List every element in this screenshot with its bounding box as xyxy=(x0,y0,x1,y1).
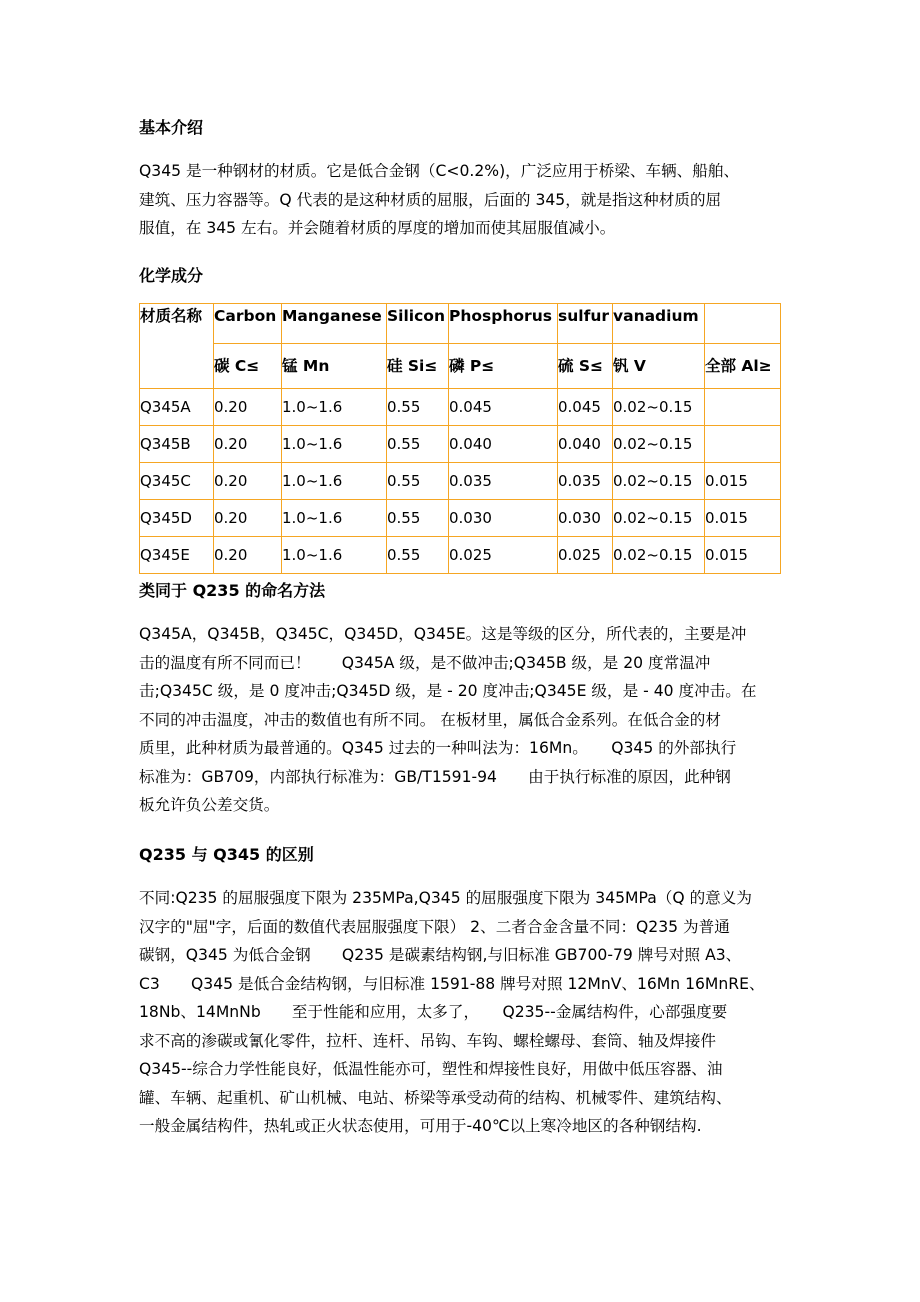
diff-line: 罐、车辆、起重机、矿山机械、电站、桥梁等承受动荷的结构、机械零件、建筑结构、 xyxy=(139,1088,732,1107)
header-phosphorus-zh: 磷 P≤ xyxy=(449,344,558,389)
table-cell: 0.045 xyxy=(449,389,558,426)
diff-line: 求不高的渗碳或氰化零件，拉杆、连杆、吊钩、车钩、螺栓螺母、套筒、轴及焊接件 xyxy=(139,1031,716,1050)
diff-line: Q345--综合力学性能良好，低温性能亦可，塑性和焊接性良好，用做中低压容器、油 xyxy=(139,1060,723,1078)
table-cell: 0.035 xyxy=(449,463,558,500)
header-silicon: Silicon xyxy=(387,304,449,344)
diff-line: 一般金属结构件，热轧或正火状态使用，可用于-40℃以上寒冷地区的各种钢结构. xyxy=(139,1117,702,1135)
table-cell: 1.0~1.6 xyxy=(282,537,387,574)
diff-paragraph xyxy=(139,884,765,1141)
naming-paragraph xyxy=(139,620,756,820)
table-row xyxy=(140,537,781,574)
naming-line: 击的温度有所不同而已！ Q345A 级，是不做冲击;Q345B 级，是 20 度常温冲 xyxy=(139,653,711,672)
chemical-composition-table xyxy=(139,303,781,574)
naming-line: 板允许负公差交货。 xyxy=(139,796,280,814)
diff-line: 汉字的"屈"字，后面的数值代表屈服强度下限） 2、二者合金含量不同：Q235 为普通 xyxy=(139,917,730,936)
table-row xyxy=(140,426,781,463)
table-cell: 0.025 xyxy=(449,537,558,574)
table-header-row-en xyxy=(140,304,781,344)
table-cell: 0.030 xyxy=(449,500,558,537)
table-cell: 0.20 xyxy=(214,500,282,537)
table-cell: 1.0~1.6 xyxy=(282,389,387,426)
table-cell xyxy=(705,426,781,463)
table-cell: 0.20 xyxy=(214,463,282,500)
table-cell: 1.0~1.6 xyxy=(282,426,387,463)
diff-heading: Q235 与 Q345 的区别 xyxy=(139,845,314,864)
table-cell: Q345D xyxy=(140,500,214,537)
header-aluminum-zh: 全部 Al≥ xyxy=(705,344,781,389)
table-cell: Q345E xyxy=(140,537,214,574)
table-cell: 0.02~0.15 xyxy=(613,500,705,537)
table-cell: 0.045 xyxy=(558,389,613,426)
header-silicon-zh: 硅 Si≤ xyxy=(387,344,449,389)
header-carbon-zh: 碳 C≤ xyxy=(214,344,282,389)
table-cell: 0.55 xyxy=(387,426,449,463)
naming-line: 质里，此种材质为最普通的。Q345 过去的一种叫法为：16Mn。 Q345 的外部执行 xyxy=(139,739,737,757)
header-carbon: Carbon xyxy=(214,304,282,344)
table-cell: 0.030 xyxy=(558,500,613,537)
header-material-name: 材质名称 xyxy=(140,304,214,389)
table-cell: 0.040 xyxy=(558,426,613,463)
header-vanadium: vanadium xyxy=(613,304,705,344)
intro-line: 建筑、压力容器等。Q 代表的是这种材质的屈服，后面的 345，就是指这种材质的屈 xyxy=(139,190,722,209)
diff-line: C3 Q345 是低合金结构钢，与旧标准 1591-88 牌号对照 12MnV、16Mn 16MnRE、 xyxy=(139,974,765,993)
naming-line: 不同的冲击温度，冲击的数值也有所不同。 在板材里，属低合金系列。在低合金的材 xyxy=(139,710,721,729)
table-cell: 0.55 xyxy=(387,537,449,574)
table-cell: 0.55 xyxy=(387,463,449,500)
table-cell: 0.02~0.15 xyxy=(613,537,705,574)
header-sulfur-zh: 硫 S≤ xyxy=(558,344,613,389)
table-cell: 0.015 xyxy=(705,537,781,574)
header-sulfur: sulfur xyxy=(558,304,613,344)
chem-heading: 化学成分 xyxy=(139,266,204,285)
diff-line: 不同:Q235 的屈服强度下限为 235MPa,Q345 的屈服强度下限为 345MPa（Q 的意义为 xyxy=(139,889,752,907)
table-cell: 0.20 xyxy=(214,389,282,426)
intro-paragraph xyxy=(139,157,739,243)
diff-line: 18Nb、14MnNb 至于性能和应用，太多了， Q235--金属结构件，心部强度要 xyxy=(139,1003,728,1021)
table-cell: 0.035 xyxy=(558,463,613,500)
table-header-row-zh xyxy=(140,344,781,389)
header-empty xyxy=(705,304,781,344)
table-cell: Q345B xyxy=(140,426,214,463)
table-row xyxy=(140,389,781,426)
header-phosphorus: Phosphorus xyxy=(449,304,558,344)
table-cell: 0.02~0.15 xyxy=(613,463,705,500)
table-row xyxy=(140,500,781,537)
table-cell: 1.0~1.6 xyxy=(282,463,387,500)
table-cell: 0.02~0.15 xyxy=(613,389,705,426)
naming-line: 击;Q345C 级，是 0 度冲击;Q345D 级，是 - 20 度冲击;Q345E 级，是 - 40 度冲击。在 xyxy=(139,682,757,700)
header-manganese: Manganese xyxy=(282,304,387,344)
table-cell: 1.0~1.6 xyxy=(282,500,387,537)
table-cell: 0.015 xyxy=(705,500,781,537)
table-cell: 0.55 xyxy=(387,389,449,426)
intro-heading: 基本介绍 xyxy=(139,118,204,137)
table-cell: Q345C xyxy=(140,463,214,500)
table-cell: 0.015 xyxy=(705,463,781,500)
table-cell xyxy=(705,389,781,426)
table-cell: 0.02~0.15 xyxy=(613,426,705,463)
naming-heading: 类同于 Q235 的命名方法 xyxy=(139,581,326,600)
table-cell: 0.55 xyxy=(387,500,449,537)
table-cell: 0.040 xyxy=(449,426,558,463)
table-cell: 0.025 xyxy=(558,537,613,574)
naming-line: 标准为：GB709，内部执行标准为：GB/T1591-94 由于执行标准的原因，此种钢 xyxy=(139,767,731,786)
intro-line: 服值，在 345 左右。并会随着材质的厚度的增加而使其屈服值减小。 xyxy=(139,219,616,237)
header-vanadium-zh: 钒 V xyxy=(613,344,705,389)
table-cell: 0.20 xyxy=(214,426,282,463)
table-row xyxy=(140,463,781,500)
header-manganese-zh: 锰 Mn xyxy=(282,344,387,389)
intro-line: Q345 是一种钢材的材质。它是低合金钢（C<0.2%)，广泛应用于桥梁、车辆、船舶、 xyxy=(139,162,740,180)
table-cell: Q345A xyxy=(140,389,214,426)
naming-line: Q345A，Q345B，Q345C，Q345D，Q345E。这是等级的区分，所代表的，主要是冲 xyxy=(139,625,747,643)
table-cell: 0.20 xyxy=(214,537,282,574)
diff-line: 碳钢，Q345 为低合金钢 Q235 是碳素结构钢,与旧标准 GB700-79 牌号对照 A3、 xyxy=(139,946,742,964)
